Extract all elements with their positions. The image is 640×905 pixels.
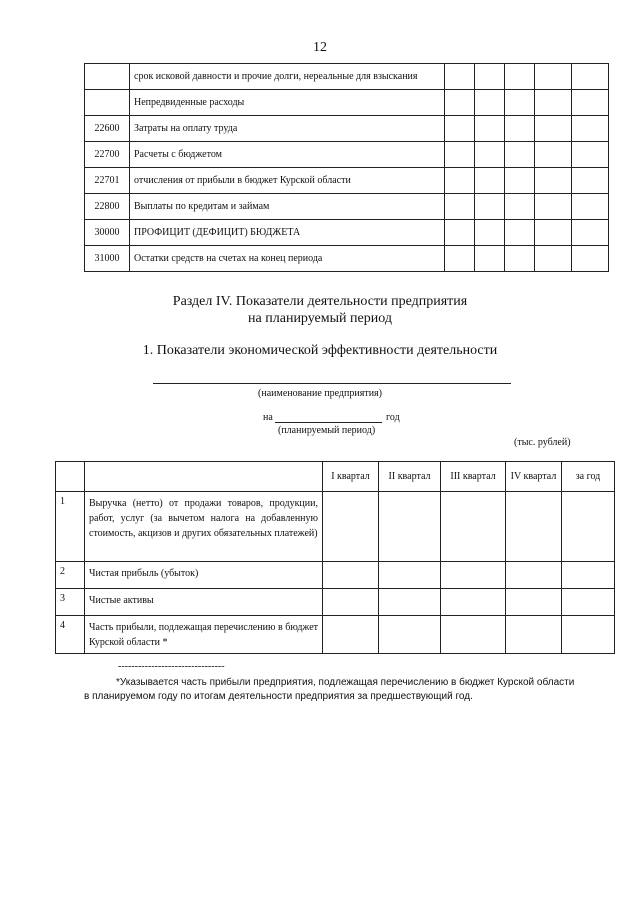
indicator-value-cell[interactable] <box>441 616 506 654</box>
budget-item: Непредвиденные расходы <box>130 90 445 116</box>
budget-item: Выплаты по кредитам и займам <box>130 194 445 220</box>
indicator-value-cell[interactable] <box>441 492 506 562</box>
budget-code <box>85 64 130 90</box>
enterprise-name-line <box>153 383 511 384</box>
period-header: III квартал <box>441 462 506 492</box>
page-number: 12 <box>313 40 327 55</box>
indicator-value-cell[interactable] <box>379 492 441 562</box>
section-title-line2: на планируемый период <box>248 311 392 326</box>
enterprise-caption: (наименование предприятия) <box>258 388 382 399</box>
budget-row <box>85 64 609 90</box>
budget-value-cell[interactable] <box>535 116 572 142</box>
budget-value-cell[interactable] <box>535 246 572 272</box>
indicator-value-cell[interactable] <box>323 616 379 654</box>
budget-value-cell[interactable] <box>572 194 609 220</box>
section-title: Раздел IV. Показатели деятельности предприятия <box>172 294 468 309</box>
indicator-value-cell[interactable] <box>379 589 441 616</box>
budget-value-cell[interactable] <box>475 168 505 194</box>
subsection-title: 1. Показатели экономической эффективности деятельности <box>142 343 498 358</box>
period-header: за год <box>562 462 615 492</box>
footnote-separator: -------------------------------- <box>118 661 225 672</box>
budget-value-cell[interactable] <box>572 220 609 246</box>
budget-value-cell[interactable] <box>572 246 609 272</box>
budget-code: 22700 <box>85 142 130 168</box>
budget-value-cell[interactable] <box>475 116 505 142</box>
budget-value-cell[interactable] <box>535 90 572 116</box>
header-indicator-cell <box>85 462 323 492</box>
period-line <box>275 422 382 423</box>
budget-value-cell[interactable] <box>445 90 475 116</box>
indicator-value-cell[interactable] <box>323 589 379 616</box>
indicator-value-cell[interactable] <box>506 589 562 616</box>
indicator-row <box>56 562 615 589</box>
budget-value-cell[interactable] <box>445 116 475 142</box>
indicator-row <box>56 616 615 654</box>
budget-code <box>85 90 130 116</box>
budget-value-cell[interactable] <box>475 220 505 246</box>
indicator-value-cell[interactable] <box>506 492 562 562</box>
budget-value-cell[interactable] <box>535 220 572 246</box>
indicator-row <box>56 492 615 562</box>
budget-value-cell[interactable] <box>535 64 572 90</box>
period-caption: (планируемый период) <box>278 425 376 436</box>
budget-value-cell[interactable] <box>445 64 475 90</box>
budget-item: отчисления от прибыли в бюджет Курской области <box>130 168 445 194</box>
budget-code: 30000 <box>85 220 130 246</box>
budget-row <box>85 142 609 168</box>
indicator-value-cell[interactable] <box>379 616 441 654</box>
indicator-name: Часть прибыли, подлежащая перечислению в бюджет Курской области * <box>85 616 323 654</box>
budget-value-cell[interactable] <box>572 90 609 116</box>
indicator-value-cell[interactable] <box>562 562 615 589</box>
budget-value-cell[interactable] <box>505 220 535 246</box>
indicator-name: Чистые активы <box>85 589 323 616</box>
budget-row <box>85 90 609 116</box>
period-header: I квартал <box>323 462 379 492</box>
budget-value-cell[interactable] <box>445 168 475 194</box>
header-num-cell <box>56 462 85 492</box>
indicator-value-cell[interactable] <box>441 562 506 589</box>
budget-value-cell[interactable] <box>572 64 609 90</box>
indicator-value-cell[interactable] <box>562 492 615 562</box>
indicator-name: Чистая прибыль (убыток) <box>85 562 323 589</box>
indicator-number: 2 <box>56 562 85 589</box>
indicator-number: 1 <box>56 492 85 562</box>
budget-value-cell[interactable] <box>572 116 609 142</box>
budget-value-cell[interactable] <box>475 246 505 272</box>
period-header: IV квартал <box>506 462 562 492</box>
budget-value-cell[interactable] <box>535 142 572 168</box>
budget-value-cell[interactable] <box>572 142 609 168</box>
budget-value-cell[interactable] <box>535 194 572 220</box>
budget-value-cell[interactable] <box>505 64 535 90</box>
budget-item: Затраты на оплату труда <box>130 116 445 142</box>
budget-code: 31000 <box>85 246 130 272</box>
period-prefix: на <box>263 412 273 423</box>
budget-value-cell[interactable] <box>505 194 535 220</box>
indicator-value-cell[interactable] <box>506 562 562 589</box>
budget-value-cell[interactable] <box>445 194 475 220</box>
budget-row <box>85 220 609 246</box>
budget-value-cell[interactable] <box>475 142 505 168</box>
budget-item: срок исковой давности и прочие долги, нереальные для взыскания <box>130 64 445 90</box>
budget-value-cell[interactable] <box>445 220 475 246</box>
budget-item: ПРОФИЦИТ (ДЕФИЦИТ) БЮДЖЕТА <box>130 220 445 246</box>
period-header: II квартал <box>379 462 441 492</box>
budget-value-cell[interactable] <box>475 194 505 220</box>
indicator-number: 3 <box>56 589 85 616</box>
indicator-value-cell[interactable] <box>441 589 506 616</box>
budget-value-cell[interactable] <box>505 116 535 142</box>
indicators-table <box>55 461 615 654</box>
indicator-row <box>56 589 615 616</box>
budget-table <box>84 63 609 272</box>
budget-value-cell[interactable] <box>475 90 505 116</box>
period-suffix: год <box>386 412 400 423</box>
budget-code: 22701 <box>85 168 130 194</box>
budget-value-cell[interactable] <box>445 246 475 272</box>
indicator-value-cell[interactable] <box>323 562 379 589</box>
footnote-line2: в планируемом году по итогам деятельности предприятия за предшествующий год. <box>84 691 473 702</box>
budget-value-cell[interactable] <box>475 64 505 90</box>
budget-row <box>85 168 609 194</box>
indicator-value-cell[interactable] <box>379 562 441 589</box>
budget-value-cell[interactable] <box>505 246 535 272</box>
indicator-name: Выручка (нетто) от продажи товаров, продукции, работ, услуг (за вычетом налога на добавленную стоимость, акцизов и других обязательных платежей) <box>85 492 323 562</box>
units-label: (тыс. рублей) <box>514 437 571 448</box>
budget-value-cell[interactable] <box>505 142 535 168</box>
budget-row <box>85 246 609 272</box>
budget-value-cell[interactable] <box>572 168 609 194</box>
budget-item: Остатки средств на счетах на конец периода <box>130 246 445 272</box>
budget-value-cell[interactable] <box>505 90 535 116</box>
footnote <box>84 676 584 704</box>
budget-code: 22600 <box>85 116 130 142</box>
indicator-value-cell[interactable] <box>323 492 379 562</box>
indicator-value-cell[interactable] <box>562 616 615 654</box>
budget-row <box>85 116 609 142</box>
budget-value-cell[interactable] <box>505 168 535 194</box>
budget-row <box>85 194 609 220</box>
budget-code: 22800 <box>85 194 130 220</box>
indicator-value-cell[interactable] <box>562 589 615 616</box>
footnote-line1: *Указывается часть прибыли предприятия, подлежащая перечислению в бюджет Курской области <box>116 677 575 688</box>
budget-value-cell[interactable] <box>445 142 475 168</box>
budget-value-cell[interactable] <box>535 168 572 194</box>
budget-item: Расчеты с бюджетом <box>130 142 445 168</box>
indicator-value-cell[interactable] <box>506 616 562 654</box>
indicator-number: 4 <box>56 616 85 654</box>
